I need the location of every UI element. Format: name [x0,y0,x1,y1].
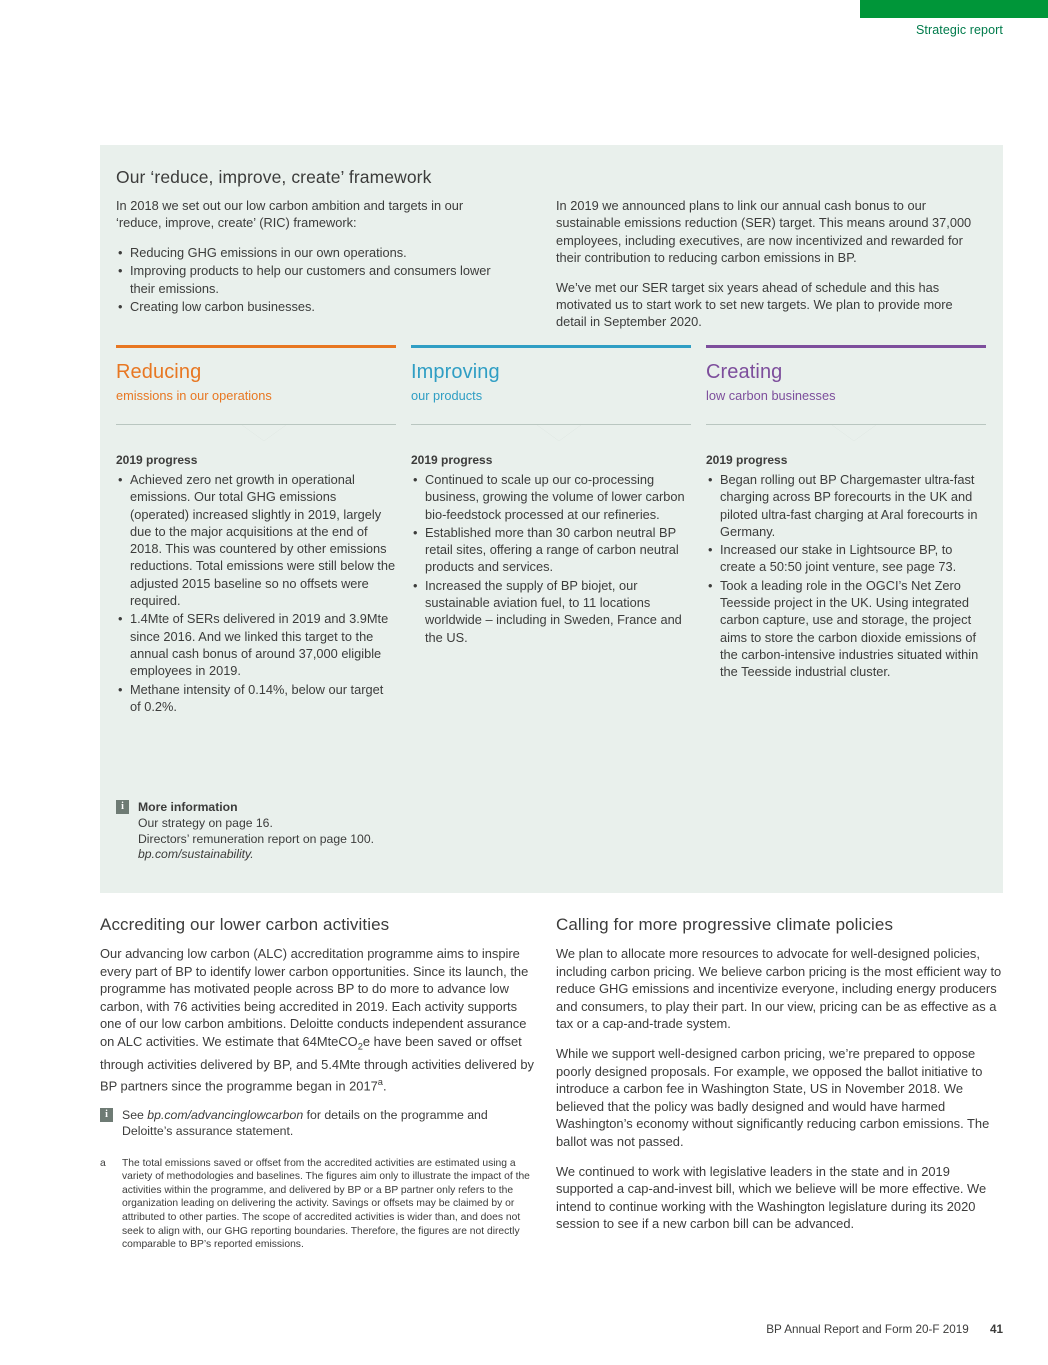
accrediting-paragraph [100,945,540,1095]
column-progress-list [411,471,691,647]
column-subheading: our products [411,388,483,403]
footnote-marker: a [100,1157,106,1169]
accrediting-text-3: . [382,1078,387,1094]
column-subheading: low carbon businesses [706,388,836,403]
list-item: • Established more than 30 carbon neutral BP retail sites, offering a range of carbon neutral products and services. [411,524,691,576]
intro-bullet-list [116,244,506,316]
column-improving [411,345,691,645]
column-progress-label: 2019 progress [116,453,198,467]
panel-intro-left [116,197,506,316]
column-rule [116,345,396,348]
column-rule [706,345,986,348]
see-more-box [100,1107,540,1139]
section-accrediting [100,915,540,1252]
column-creating [706,345,986,680]
panel-title: Our ‘reduce, improve, create’ framework [116,167,432,187]
column-heading: Creating [706,361,783,383]
intro-left-text: In 2018 we set out our low carbon ambition and targets in our ‘reduce, improve, create’ (RIC) framework: [116,198,464,231]
column-arrow-icon [242,425,286,441]
framework-panel [100,145,1003,893]
info-icon: i [100,1108,113,1122]
list-item: • Began rolling out BP Chargemaster ultra-fast charging across BP forecourts in the UK and piloted ultra-fast charging at Aral forecourts in Germany. [706,471,986,540]
column-progress-list [116,471,396,716]
more-information-line-1: Our strategy on page 16. [138,816,273,830]
strategic-report-label: Strategic report [915,23,1003,37]
column-progress-label: 2019 progress [411,453,493,467]
policies-paragraph-1: We plan to allocate more resources to advocate for well-designed policies, including carbon pricing. We believe carbon pricing is the most efficient way to reduce GHG emissions and incentivize everyone, including energy producers and consumers, to play their part. In our view, pricing can be as effective as a tax or a cap-and-trade system. [556,946,1002,1032]
list-item: • Increased our stake in Lightsource BP, to create a 50:50 joint venture, see page 73. [706,541,986,576]
panel-intro-right [556,197,976,343]
section-climate-policies [556,915,1003,1245]
intro-right-paragraph-1: In 2019 we announced plans to link our annual cash bonus to our sustainable emissions reduction (SER) target. This means around 37,000 employees, including executives, are now incentivized and rewarded for their contribution to reducing carbon emissions in BP. [556,198,972,266]
accrediting-footnote-ref: a [377,1076,383,1087]
column-heading: Reducing [116,361,202,383]
footer-text: BP Annual Report and Form 20-F 2019 [766,1323,969,1336]
see-link[interactable]: bp.com/advancinglowcarbon [147,1107,304,1122]
list-item: • 1.4Mte of SERs delivered in 2019 and 3.9Mte since 2016. And we linked this target to the annual cash bonus of around 37,000 eligible employees in 2019. [116,610,396,679]
accrediting-sub: 2 [357,1041,363,1052]
info-icon: i [116,800,129,814]
column-progress-list [706,471,986,682]
more-information-line-2: Directors’ remuneration report on page 100. [138,831,374,846]
page-title: Calling for more progressive climate policies [556,915,894,934]
list-item: • Achieved zero net growth in operational emissions. Our total GHG emissions (operated) increased slightly in 2019, largely due to the major acquisitions at the end of 2018. This was countered by other emissions reductions. Total emissions were still below the adjusted 2015 baseline so no offsets were required. [116,471,396,609]
list-item: • Creating low carbon businesses. [116,298,506,315]
more-information-lines [138,816,374,863]
list-item: • Reducing GHG emissions in our own operations. [116,244,506,261]
see-suffix: for details on the programme and Deloitte’s assurance statement. [122,1107,488,1138]
policies-paragraph-3: We continued to work with legislative leaders in the state and in 2019 supported a cap-and-invest bill, which we believe will be more effective. We intend to continue working with the Washington legislature during its 2020 session to see if a new carbon bill can be advanced. [556,1163,987,1232]
column-arrow-icon [832,425,876,441]
list-item: • Took a leading role in the OGCI’s Net Zero Teesside project in the UK. Using integrated carbon capture, use and storage, the project aims to store the carbon dioxide emissions of the carbon-intensive industries situated within the Teesside industrial cluster. [706,577,986,681]
accrediting-text-1: Our advancing low carbon (ALC) accreditation programme aims to inspire every part of BP to identify lower carbon opportunities. Since its launch, the programme has motivated people across BP to do more to advance low carbon, with 76 activities being accredited in 2019. Each activity supports one of our low carbon ambitions. Deloitte conducts independent assurance on ALC activities. We estimate that 64MteCO [100,946,529,1049]
column-reducing [116,345,396,714]
list-item: • Increased the supply of BP biojet, our sustainable aviation fuel, to 11 locations worldwide – including in Sweden, France and the US. [411,577,691,646]
footnote-a [100,1157,540,1252]
see-prefix: See [122,1107,148,1122]
intro-right-paragraph-2: We’ve met our SER target six years ahead of schedule and this has motivated us to start work to set new targets. We plan to provide more detail in September 2020. [556,279,953,330]
footnote-text: The total emissions saved or offset from the accredited activities are estimated using a variety of methodologies and baselines. The figures aim only to illustrate the impact of the activities within the programme, and delivered by BP or a BP partner only refers to the organization leading on delivering the activity. Savings or offsets may be claimed by or attributed to other parties. The scope of accredited activities is wider than, and does not seek to align with, our GHG reporting boundaries. Therefore, the figures are not directly comparable to BP’s reported emissions. [122,1157,530,1251]
column-heading: Improving [411,361,500,383]
policies-paragraph-2: While we support well-designed carbon pricing, we’re prepared to oppose poorly designed proposals. For example, we opposed the ballot initiative to introduce a carbon fee in Washington State, US in November 2018. We believed that the policy was badly designed and would have harmed Washington’s economy without significantly reducing carbon emissions. The ballot was not passed. [556,1045,990,1149]
column-progress-label: 2019 progress [706,453,788,467]
page-footer [0,1323,1003,1336]
more-information-title: More information [138,800,238,814]
page-number: 41 [989,1323,1003,1336]
column-arrow-icon [537,425,581,441]
more-information-box [116,800,516,861]
column-subheading: emissions in our operations [116,388,272,403]
column-rule [411,345,691,348]
accrediting-text-2: e have been saved or offset through activities delivered by BP, and 5.4Mte through activities delivered by BP partners since the programme began in 2017 [100,1033,534,1094]
list-item: • Continued to scale up our co-processing business, growing the volume of lower carbon bio-feedstock processed at our refineries. [411,471,691,523]
list-item: • Methane intensity of 0.14%, below our target of 0.2%. [116,681,396,716]
top-green-bar [860,0,1048,18]
more-information-link[interactable]: bp.com/sustainability. [138,847,254,861]
page-title: Accrediting our lower carbon activities [100,915,390,934]
list-item: • Improving products to help our customers and consumers lower their emissions. [116,262,506,297]
